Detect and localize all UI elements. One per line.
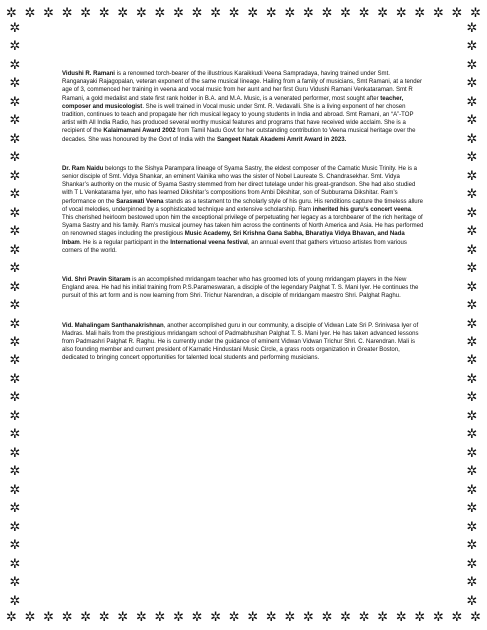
star-border-icon: ✲ — [466, 501, 478, 517]
star-border-icon: ✲ — [466, 242, 478, 258]
star-border-icon: ✲ — [9, 187, 21, 203]
bio-paragraph-pravin-sitaram — [62, 276, 424, 301]
bold-text: teacher, composer and musicologist — [62, 95, 404, 110]
body-text: . This cherished heirloom bestowed upon him the exceptional privilege of perpetuating her legacy as a torchbearer of the rich heritage of Syama Sastry and his family. Ram’s musical journey has taken him across the continents of North America and Asia. He has performed on renowned stages including the prestigious — [62, 206, 424, 238]
star-border-icon: ✲ — [466, 445, 478, 461]
star-border-icon: ✲ — [377, 609, 389, 625]
star-border-icon: ✲ — [9, 464, 21, 480]
star-border-icon: ✲ — [470, 609, 481, 625]
body-text: , another accomplished guru in our community, a disciple of Vidwan Late Sri P. Srinivasa Iyer of Madras. Mali hails from the prestigious mridangam school of Padmabhushan Palghat T. S. Mani Iyer. He has taken advanced lessons from Padmashri Palghat R. Raghu. He is currently under the guidance of eminent Vidwan Vidwan Trichur Shri. C. Narendran. Mali is also founding member and current president of Karnatic Hindustani Music Circle, a grass roots organization in Greater Boston, dedicated to bringing concert opportunities for talented local students and performing musicians. — [62, 322, 419, 362]
star-border-icon: ✲ — [9, 39, 21, 55]
star-border-icon: ✲ — [9, 593, 21, 609]
bold-text: Vid. Shri Pravin Sitaram — [62, 277, 131, 284]
star-border-icon: ✲ — [303, 5, 314, 21]
star-border-icon: ✲ — [9, 261, 21, 277]
star-border-icon: ✲ — [470, 5, 481, 21]
star-border-icon: ✲ — [173, 5, 184, 21]
bold-text: Kalaimamani Award 2002 — [103, 128, 176, 135]
star-border-icon: ✲ — [9, 205, 21, 221]
body-text: . He is a regular participant in the — [79, 239, 171, 246]
star-border-icon: ✲ — [466, 21, 478, 36]
star-border-icon: ✲ — [466, 279, 478, 295]
star-border-icon: ✲ — [154, 5, 166, 21]
star-border-icon: ✲ — [358, 5, 370, 21]
body-text: . She is well trained in Vocal music under Smt. R. Vedavalli. She is a living exponent of her chosen tradition, continues to teach and propagate her rich musical legacy to young students in India and abroad. Smt Ramani, an “A”-TOP artist with All India Radio, has produced several worthy musical features and programs that have received wide acclaim. She is a recipient of the — [62, 103, 414, 135]
star-border-icon: ✲ — [265, 5, 277, 21]
star-border-icon: ✲ — [9, 575, 21, 591]
star-border-icon: ✲ — [9, 538, 21, 554]
star-border-icon: ✲ — [395, 609, 407, 625]
star-border-icon: ✲ — [466, 150, 478, 166]
star-border-icon: ✲ — [9, 298, 21, 314]
border-bottom — [0, 608, 487, 626]
star-border-icon: ✲ — [24, 5, 36, 21]
star-border-icon: ✲ — [414, 609, 426, 625]
star-border-icon: ✲ — [9, 316, 21, 332]
bold-text: Dr. Ram Naidu — [62, 165, 104, 172]
star-border-icon: ✲ — [451, 5, 463, 21]
star-border-icon: ✲ — [466, 131, 478, 147]
body-text: stands as a testament to the scholarly style of his guru. His renditions capture the timeless allure of vocal melodies, underpinned by a sophisticated technique and extensive scholarship. Ram — [62, 198, 424, 213]
star-border-icon: ✲ — [9, 519, 21, 535]
star-border-icon: ✲ — [154, 609, 166, 625]
body-text: , an annual event that gathers virtuoso artistes from various corners of the world. — [62, 239, 407, 254]
star-border-icon: ✲ — [9, 57, 21, 73]
star-border-icon: ✲ — [9, 408, 21, 424]
bold-text: inherited his guru’s concert veena — [312, 206, 411, 213]
star-border-icon: ✲ — [432, 5, 444, 21]
star-border-icon: ✲ — [117, 5, 129, 21]
star-border-icon: ✲ — [466, 224, 478, 240]
star-border-icon: ✲ — [9, 224, 21, 240]
star-border-icon: ✲ — [9, 501, 21, 517]
star-border-icon: ✲ — [414, 5, 426, 21]
star-border-icon: ✲ — [191, 5, 203, 21]
border-left — [6, 22, 24, 608]
star-border-icon: ✲ — [265, 609, 277, 625]
star-border-icon: ✲ — [9, 445, 21, 461]
border-right — [463, 22, 481, 608]
star-border-icon: ✲ — [9, 279, 21, 295]
body-text: is an accomplished mridangam teacher who has groomed lots of young mridangam players in the New England area. He had his initial training from P.S.Parameswaran, a disciple of the legendary Palghat T. S. Mani Iyer. He continues the pursuit of this art form and is now learning from Shri. Trichur Narendran, a disciple of mridangam maestro Shri. Palghat Raghu. — [62, 277, 419, 300]
star-border-icon: ✲ — [9, 427, 21, 443]
border-top — [0, 4, 487, 22]
star-border-icon: ✲ — [466, 464, 478, 480]
star-border-icon: ✲ — [466, 205, 478, 221]
star-border-icon: ✲ — [61, 5, 73, 21]
star-border-icon: ✲ — [284, 609, 296, 625]
star-border-icon: ✲ — [191, 609, 203, 625]
star-border-icon: ✲ — [466, 390, 478, 406]
bio-content — [62, 70, 424, 384]
star-border-icon: ✲ — [9, 353, 21, 369]
star-border-icon: ✲ — [451, 609, 463, 625]
star-border-icon: ✲ — [210, 609, 222, 625]
star-border-icon: ✲ — [466, 408, 478, 424]
star-border-icon: ✲ — [6, 5, 17, 21]
bio-paragraph-ramani — [62, 70, 424, 144]
star-border-icon: ✲ — [9, 21, 21, 36]
star-border-icon: ✲ — [9, 371, 21, 387]
star-border-icon: ✲ — [466, 298, 478, 314]
star-border-icon: ✲ — [9, 113, 21, 129]
star-border-icon: ✲ — [466, 261, 478, 277]
star-border-icon: ✲ — [466, 371, 478, 387]
star-border-icon: ✲ — [284, 5, 296, 21]
star-border-icon: ✲ — [358, 609, 370, 625]
star-border-icon: ✲ — [9, 482, 21, 498]
star-border-icon: ✲ — [466, 575, 478, 591]
star-border-icon: ✲ — [43, 5, 55, 21]
star-border-icon: ✲ — [321, 609, 333, 625]
star-border-icon: ✲ — [210, 5, 222, 21]
star-border-icon: ✲ — [466, 353, 478, 369]
body-text: from Tamil Nadu Govt for her outstanding contribution to Veena musical heritage over the decades. She was honoured by the Govt of India with the — [62, 128, 416, 143]
star-border-icon: ✲ — [466, 427, 478, 443]
star-border-icon: ✲ — [9, 334, 21, 350]
star-border-icon: ✲ — [228, 5, 240, 21]
star-border-icon: ✲ — [395, 5, 407, 21]
star-border-icon: ✲ — [135, 609, 147, 625]
star-border-icon: ✲ — [247, 609, 259, 625]
star-border-icon: ✲ — [9, 131, 21, 147]
star-border-icon: ✲ — [80, 5, 92, 21]
bold-text: International veena festival — [170, 239, 248, 246]
bold-text: Vid. Mahalingam Santhanakrishnan — [62, 322, 164, 329]
bold-text: Saraswati Veena — [116, 198, 164, 205]
star-border-icon: ✲ — [135, 5, 147, 21]
bio-paragraph-mahalingam — [62, 322, 424, 363]
star-border-icon: ✲ — [117, 609, 129, 625]
star-border-icon: ✲ — [61, 609, 73, 625]
star-border-icon: ✲ — [466, 334, 478, 350]
star-border-icon: ✲ — [228, 609, 240, 625]
star-border-icon: ✲ — [466, 76, 478, 92]
star-border-icon: ✲ — [98, 609, 110, 625]
star-border-icon: ✲ — [466, 556, 478, 572]
star-border-icon: ✲ — [432, 609, 444, 625]
star-border-icon: ✲ — [466, 94, 478, 110]
star-border-icon: ✲ — [9, 168, 21, 184]
body-text: is a renowned torch-bearer of the illustrious Karaikkudi Veena Sampradaya, having trained under Smt. Ranganayaki Rajagopalan, veteran exponent of the same musical lineage. Hailing from a family of musicians, Smt Ramani, at a tender age of 3, commenced her training in veena and vocal music from her aunt and her first Guru Vidushi Ramani Venkataraman. Smt R Ramani, a gold medalist and state first rank holder in B.A. and M.A. Music, is a venerated performer, most sought after — [62, 71, 422, 102]
star-border-icon: ✲ — [321, 5, 333, 21]
star-border-icon: ✲ — [466, 316, 478, 332]
star-border-icon: ✲ — [466, 168, 478, 184]
star-border-icon: ✲ — [9, 150, 21, 166]
star-border-icon: ✲ — [9, 76, 21, 92]
star-border-icon: ✲ — [466, 482, 478, 498]
star-border-icon: ✲ — [9, 556, 21, 572]
star-border-icon: ✲ — [6, 609, 17, 625]
star-border-icon: ✲ — [9, 242, 21, 258]
star-border-icon: ✲ — [466, 57, 478, 73]
star-border-icon: ✲ — [80, 609, 92, 625]
bold-text: Vidushi R. Ramani — [62, 71, 115, 77]
star-border-icon: ✲ — [466, 187, 478, 203]
star-border-icon: ✲ — [340, 609, 352, 625]
star-border-icon: ✲ — [466, 113, 478, 129]
star-border-icon: ✲ — [466, 519, 478, 535]
bio-paragraph-ram-naidu — [62, 165, 424, 255]
star-border-icon: ✲ — [43, 609, 55, 625]
star-border-icon: ✲ — [466, 538, 478, 554]
star-border-icon: ✲ — [340, 5, 352, 21]
star-border-icon: ✲ — [9, 94, 21, 110]
star-border-icon: ✲ — [98, 5, 110, 21]
star-border-icon: ✲ — [173, 609, 184, 625]
star-border-icon: ✲ — [377, 5, 389, 21]
body-text: belongs to the Sishya Parampara lineage of Syama Sastry, the eldest composer of the Carnatic Music Trinity. He is a senior disciple of Smt. Vidya Shankar, an eminent Vainika who was the sister of Nobel Laureate S. Chandrasekhar. Smt. Vidya Shankar’s authority on the music of Syama Sastry stemmed from her direct tutelage under his great-grandson. She had also studied with T L Venkatarama Iyer, who has learned Dikshitar’s compositions from Ambi Dikshitar, son of Subburama Dikshitar. Ram’s performance on the — [62, 165, 418, 205]
star-border-icon: ✲ — [466, 593, 478, 609]
bold-text: Sangeet Natak Akademi Amrit Award in 2023. — [216, 136, 347, 143]
star-border-icon: ✲ — [303, 609, 314, 625]
star-border-icon: ✲ — [466, 39, 478, 55]
star-border-icon: ✲ — [24, 609, 36, 625]
star-border-icon: ✲ — [247, 5, 259, 21]
bold-text: Music Academy, Sri Krishna Gana Sabha, Bharatiya Vidya Bhavan, and Nada Inbam — [62, 231, 405, 246]
star-border-icon: ✲ — [9, 390, 21, 406]
